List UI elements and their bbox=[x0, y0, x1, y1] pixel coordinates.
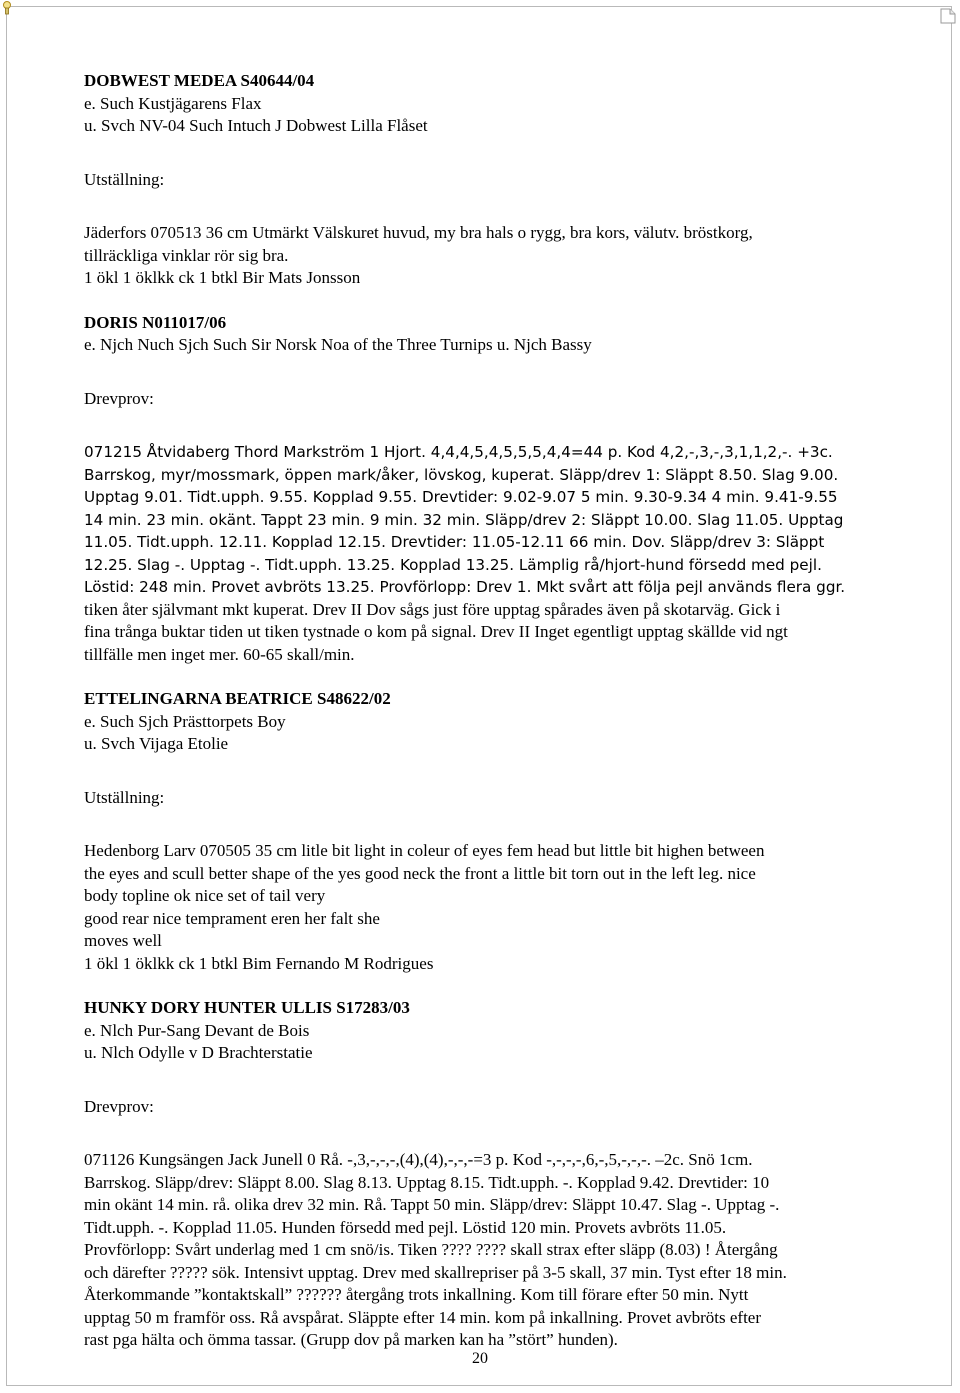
document-body bbox=[84, 70, 884, 1352]
section-heading: Drevprov: bbox=[84, 1096, 154, 1116]
body-text-line: min okänt 14 min. rå. olika drev 32 min. Rå. Tappt 50 min. Släpp/drev: Släppt 10.47. Slag -. Upptag -. bbox=[84, 1195, 780, 1214]
page-corner-icon bbox=[940, 8, 956, 24]
body-text-line: Hedenborg Larv 070505 35 cm litle bit light in coleur of eyes fem head but little bit highen between bbox=[84, 841, 765, 860]
section-heading: Utställning: bbox=[84, 169, 165, 189]
body-text-line: 11.05. Tidt.upph. 12.11. Kopplad 12.15. Drevtider: 11.05-12.11 66 min. Dov. Släpp/drev 3: Släppt bbox=[84, 533, 825, 551]
body-text-line: 1 ökl 1 öklkk ck 1 btkl Bim Fernando M Rodrigues bbox=[84, 953, 434, 973]
body-text-line: moves well bbox=[84, 931, 162, 950]
body-text-line: 14 min. 23 min. okänt. Tappt 23 min. 9 min. 32 min. Släpp/drev 2: Släppt 10.00. Slag 11.05. Upptag bbox=[84, 510, 844, 529]
body-text-line: Provförlopp: Svårt underlag med 1 cm snö/is. Tiken ???? ???? skall strax efter släpp (8.03) ! Återgång bbox=[84, 1240, 778, 1259]
dam-line: u. Nlch Odylle v D Brachterstatie bbox=[84, 1043, 313, 1062]
body-text-line: 071126 Kungsängen Jack Junell 0 Rå. -,3,-,-,-,(4),(4),-,-,-=3 p. Kod -,-,-,-,6,-,5,-,-,-. –2c. Snö 1cm. bbox=[84, 1150, 753, 1169]
sire-line: e. Nlch Pur-Sang Devant de Bois bbox=[84, 1020, 310, 1040]
body-text-line: rast pga hälta och ömma tassar. (Grupp dov på marken kan ha ”stört” hunden). bbox=[84, 1330, 618, 1349]
body-text-line: Barrskog. Släpp/drev: Släppt 8.00. Slag 8.13. Upptag 8.15. Tidt.upph. -. Kopplad 9.42. Drevtider: 10 bbox=[84, 1172, 770, 1192]
dam-line: u. Svch NV-04 Such Intuch J Dobwest Lilla Flåset bbox=[84, 116, 428, 135]
attachment-icon bbox=[0, 0, 14, 16]
body-text-line: tillfälle men inget mer. 60-65 skall/min. bbox=[84, 644, 355, 664]
sire-line: e. Such Sjch Prästtorpets Boy bbox=[84, 711, 286, 731]
dam-line: u. Svch Vijaga Etolie bbox=[84, 734, 229, 753]
parents-line: e. Njch Nuch Sjch Such Sir Norsk Noa of the Three Turnips u. Njch Bassy bbox=[84, 335, 592, 354]
body-text-line: Barrskog, myr/mossmark, öppen mark/åker, lövskog, kuperat. Släpp/drev 1: Släppt 8.50. Slag 9.00. bbox=[84, 465, 839, 484]
dog-name-heading: ETTELINGARNA BEATRICE S48622/02 bbox=[84, 689, 391, 708]
body-text-line: Jäderfors 070513 36 cm Utmärkt Välskuret huvud, my bra hals o rygg, bra kors, välutv. bröstkorg, bbox=[84, 223, 753, 242]
body-text-line: Upptag 9.01. Tidt.upph. 9.55. Kopplad 9.55. Drevtider: 9.02-9.07 5 min. 9.30-9.34 4 min. 9.41-9.55 bbox=[84, 488, 838, 506]
body-text-line: good rear nice temprament eren her falt she bbox=[84, 908, 380, 928]
body-text-line: och därefter ????? sök. Intensivt upptag. Drev med skallrepriser på 3-5 skall, 37 min. Tyst efter 18 min. bbox=[84, 1262, 787, 1282]
body-text-line: 1 ökl 1 öklkk ck 1 btkl Bir Mats Jonsson bbox=[84, 268, 361, 287]
body-text-line: tiken åter självmant mkt kuperat. Drev II Dov sågs just före upptag spårades även på skotarväg. Gick i bbox=[84, 599, 781, 619]
body-text-line: Återkommande ”kontaktskall” ?????? återgång trots inkallning. Kom till förare efter 50 min. Nytt bbox=[84, 1285, 749, 1304]
body-text-line: 071215 Åtvidaberg Thord Markström 1 Hjort. 4,4,4,5,4,5,5,5,4,4=44 p. Kod 4,2,-,3,-,3,1,1,2,-. +3c. bbox=[84, 443, 833, 461]
body-text-line: 12.25. Slag -. Upptag -. Tidt.upph. 13.25. Kopplad 13.25. Lämplig rå/hjort-hund försedd med pejl. bbox=[84, 555, 822, 574]
body-text-line: fina trånga buktar tiden ut tiken tystnade o kom på signal. Drev II Inget egentligt upptag skällde vid ngt bbox=[84, 622, 788, 641]
dog-name-heading: HUNKY DORY HUNTER ULLIS S17283/03 bbox=[84, 998, 410, 1017]
body-text-line: upptag 50 m framför oss. Rå avspårat. Släppte efter 14 min. kom på inkallning. Provet avbröts efter bbox=[84, 1307, 762, 1327]
section-heading: Utställning: bbox=[84, 787, 165, 807]
body-text-line: Tidt.upph. -. Kopplad 11.05. Hunden försedd med pejl. Löstid 120 min. Provets avbröts 11.05. bbox=[84, 1217, 727, 1237]
section-heading: Drevprov: bbox=[84, 388, 154, 408]
dog-name-heading: DOBWEST MEDEA S40644/04 bbox=[84, 71, 315, 90]
body-text-line: tillräckliga vinklar rör sig bra. bbox=[84, 245, 289, 265]
dog-name-heading: DORIS N011017/06 bbox=[84, 312, 227, 332]
body-text-line: the eyes and scull better shape of the yes good neck the front a little bit torn out in the left leg. nice bbox=[84, 863, 756, 883]
body-text-line: Löstid: 248 min. Provet avbröts 13.25. Provförlopp: Drev 1. Mkt svårt att följa pejl används flera ggr. bbox=[84, 578, 846, 596]
body-text-line: body topline ok nice set of tail very bbox=[84, 886, 326, 905]
sire-line: e. Such Kustjägarens Flax bbox=[84, 93, 262, 113]
page-number: 20 bbox=[472, 1350, 488, 1367]
